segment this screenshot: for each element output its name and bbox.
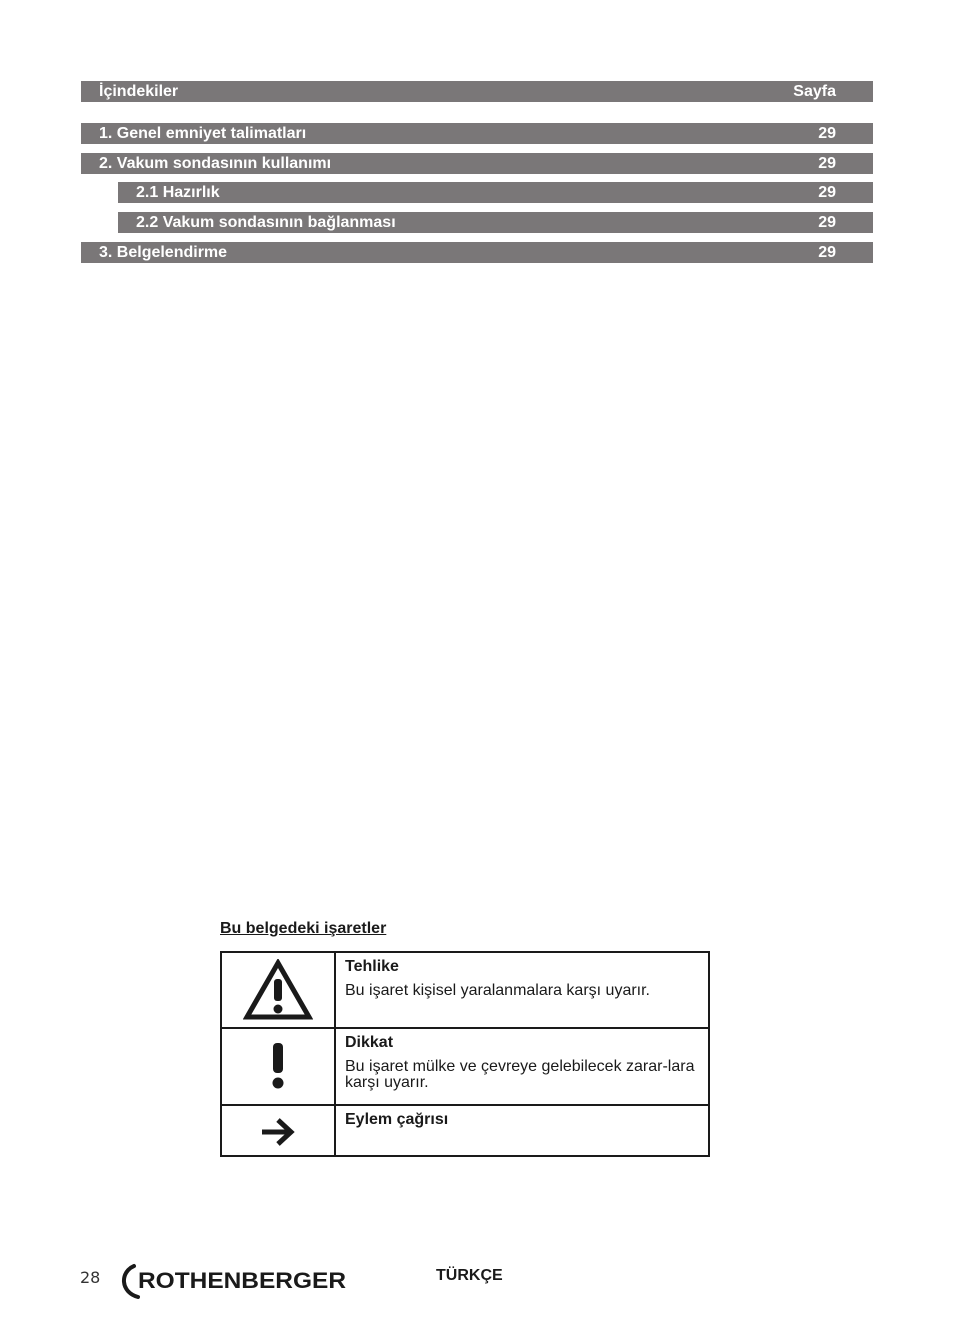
- legend-text-cell: [335, 1105, 709, 1156]
- toc-subentry-page: 29: [818, 214, 836, 231]
- toc-entry[interactable]: [81, 123, 873, 144]
- toc-entry[interactable]: [81, 242, 873, 263]
- legend-text-cell: [335, 1028, 709, 1105]
- legend-row: [221, 1028, 709, 1105]
- toc-header-label: İçindekiler: [99, 83, 179, 100]
- legend-icon-cell: [221, 952, 335, 1028]
- legend-icon-cell: [221, 1105, 335, 1156]
- toc-entry-page: 29: [818, 155, 836, 172]
- toc-subentry-page: 29: [818, 184, 836, 201]
- page-number: 28: [80, 1268, 101, 1287]
- legend-row-title: Dikkat: [345, 1034, 394, 1051]
- legend-title: Bu belgedeki işaretler: [220, 920, 387, 937]
- legend-row: [221, 1105, 709, 1156]
- toc-subentry-label: 2.1 Hazırlık: [136, 184, 220, 201]
- legend-row-desc: Bu işaret mülke ve çevreye gelebilecek zarar-lara karşı uyarır.: [345, 1058, 695, 1091]
- legend-row-title: Tehlike: [345, 958, 399, 975]
- toc-header: [81, 81, 873, 102]
- toc-entry-page: 29: [818, 125, 836, 142]
- legend-table: [220, 951, 710, 1157]
- exclamation-icon: [263, 1041, 293, 1091]
- toc-entry-label: 3. Belgelendirme: [99, 244, 228, 261]
- toc-subentry[interactable]: [118, 182, 873, 203]
- legend-text-cell: [335, 952, 709, 1028]
- legend-icon-cell: [221, 1028, 335, 1105]
- language-label: TÜRKÇE: [436, 1267, 503, 1284]
- toc-entry-page: 29: [818, 244, 836, 261]
- arrow-right-icon: [258, 1114, 298, 1150]
- toc-subentry[interactable]: [118, 212, 873, 233]
- legend-row: [221, 952, 709, 1028]
- toc-subentry-label: 2.2 Vakum sondasının bağlanması: [136, 214, 396, 231]
- legend-row-desc: Bu işaret kişisel yaralanmalara karşı uyarır.: [345, 982, 650, 999]
- warning-triangle-icon: [243, 959, 313, 1021]
- legend-row-title: Eylem çağrısı: [345, 1111, 449, 1128]
- toc-entry[interactable]: [81, 153, 873, 174]
- toc-entry-label: 1. Genel emniyet talimatları: [99, 125, 307, 142]
- toc-entry-label: 2. Vakum sondasının kullanımı: [99, 155, 332, 172]
- rothenberger-logo: [116, 1262, 356, 1302]
- toc-header-page: Sayfa: [793, 83, 836, 100]
- brand-name: ROTHENBERGER: [138, 1268, 347, 1293]
